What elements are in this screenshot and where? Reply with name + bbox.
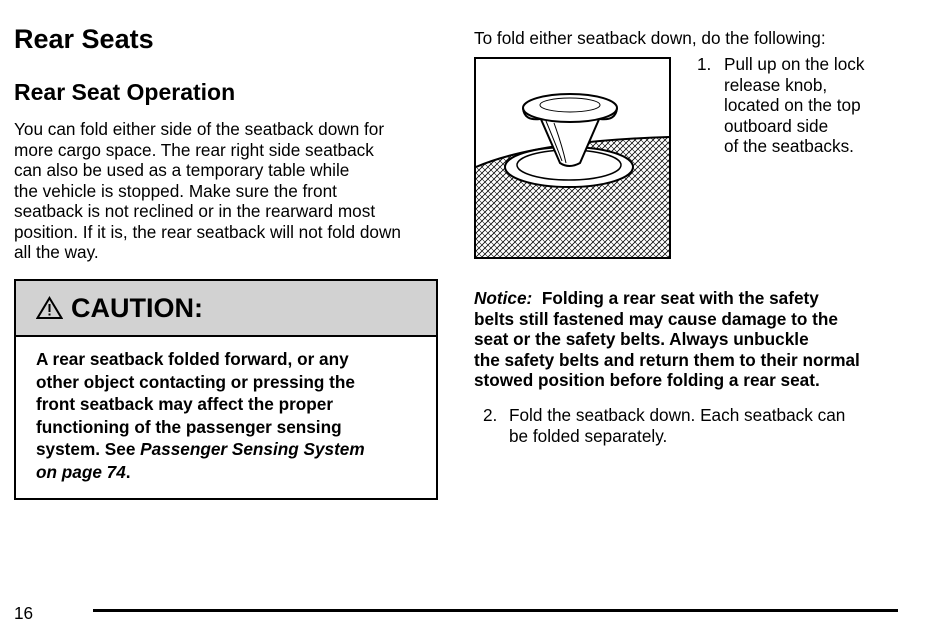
caution-text — [16, 337, 436, 483]
notice-line: belts still fastened may cause damage to the — [474, 308, 838, 329]
step-1 — [697, 54, 864, 157]
step-1-line: outboard side — [724, 115, 829, 136]
footer-rule — [93, 609, 898, 612]
caution-header — [16, 281, 436, 337]
caution-heading: CAUTION: — [71, 292, 203, 323]
step-1-line: release knob, — [724, 74, 828, 95]
caution-line: front seatback may affect the proper — [36, 394, 334, 414]
intro-line: You can fold either side of the seatback down for — [14, 119, 385, 139]
step-2-line: Fold the seatback down. Each seatback can — [509, 405, 846, 425]
notice-line: seat or the safety belts. Always unbuckle — [474, 329, 809, 349]
cross-reference-page[interactable]: on page 74 — [36, 461, 126, 482]
page-title: Rear Seats — [14, 24, 154, 54]
notice-line: the safety belts and return them to their normal — [474, 349, 860, 370]
notice-paragraph — [474, 288, 860, 391]
step-1-line: of the seatbacks. — [724, 136, 854, 156]
step-2-line: be folded separately. — [509, 425, 668, 446]
caution-line — [36, 438, 416, 461]
intro-line: all the way. — [14, 242, 99, 262]
step-1-line: located on the top — [724, 95, 861, 115]
warning-triangle-icon — [36, 296, 63, 320]
fold-instructions-lead: To fold either seatback down, do the following: — [474, 28, 826, 48]
caution-line: functioning of the passenger sensing — [36, 416, 342, 437]
notice-label: Notice: — [474, 288, 533, 308]
caution-line: A rear seatback folded forward, or any — [36, 349, 349, 369]
notice-line — [474, 288, 860, 309]
step-1-number: 1. — [697, 54, 712, 74]
release-knob-illustration — [474, 57, 671, 259]
intro-line: the vehicle is stopped. Make sure the front — [14, 180, 337, 201]
intro-line: seatback is not reclined or in the rearward most — [14, 201, 376, 221]
caution-see-text: system. See — [36, 439, 141, 459]
step-1-line: Pull up on the lock — [724, 54, 865, 74]
intro-line: more cargo space. The rear right side seatback — [14, 139, 374, 160]
caution-line: other object contacting or pressing the — [36, 371, 355, 392]
notice-first-line: Folding a rear seat with the safety — [541, 288, 819, 308]
intro-paragraph — [14, 119, 401, 263]
step-2 — [483, 405, 845, 446]
intro-line: can also be used as a temporary table while — [14, 160, 350, 180]
section-heading: Rear Seat Operation — [14, 79, 236, 105]
caution-box — [14, 279, 438, 500]
cross-reference-link[interactable]: Passenger Sensing System — [140, 439, 365, 459]
caution-line — [36, 461, 416, 484]
notice-line: stowed position before folding a rear seat. — [474, 370, 820, 390]
page-number: 16 — [14, 603, 34, 623]
step-2-number: 2. — [483, 405, 498, 425]
caution-end-punct: . — [125, 461, 131, 482]
intro-line: position. If it is, the rear seatback will not fold down — [14, 221, 401, 242]
